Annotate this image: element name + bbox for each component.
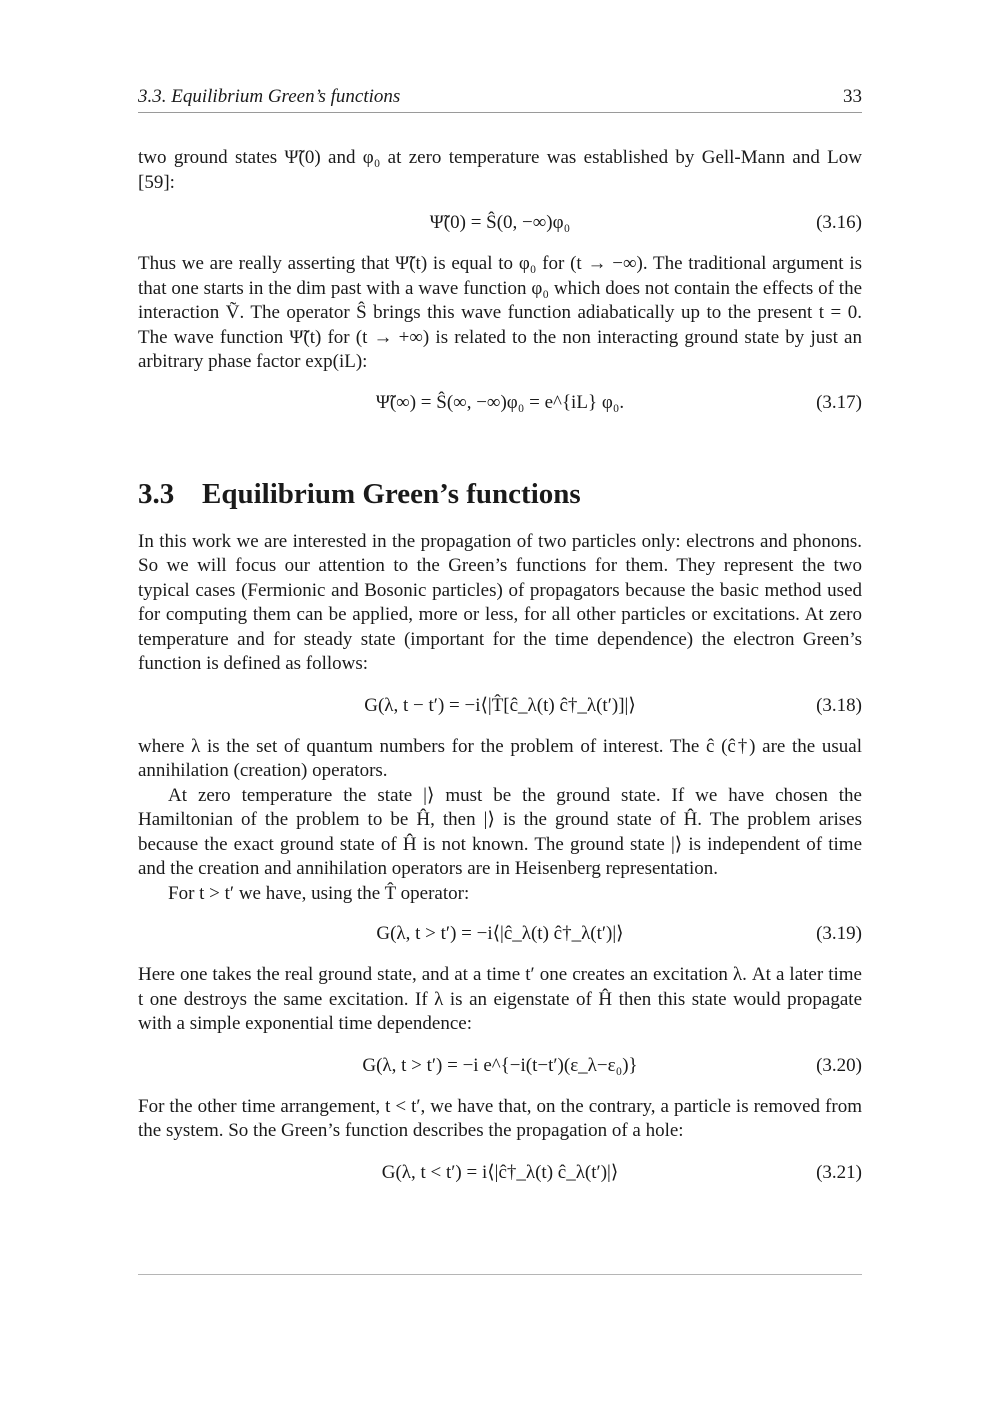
- equation-expression: Ψ̃(∞) = Ŝ(∞, −∞)φ₀ = e^{iL} φ₀.: [375, 391, 625, 413]
- equation-expression: G(λ, t > t′) = −i e^{−i(t−t′)(ε_λ−ε₀)}: [362, 1054, 638, 1076]
- equation-number: (3.21): [816, 1161, 862, 1183]
- equation-expression: G(λ, t < t′) = i⟨|ĉ†_λ(t) ĉ_λ(t′)|⟩: [381, 1161, 619, 1183]
- equation-3-17: [138, 388, 862, 418]
- paragraph-5: At zero temperature the state |⟩ must be the ground state. If we have chosen the Hamiltonian of the problem to be Ĥ, then |⟩ is the ground state of Ĥ. The problem arises because the exact ground state of Ĥ is not known. The ground state |⟩ is independent of time and the creation and annihilation operators are in Heisenberg representation.: [138, 784, 862, 879]
- paragraph-2: Thus we are really asserting that Ψ̃(t) is equal to φ₀ for (t → −∞). The traditional argument is that one starts in the dim past with a wave function φ₀ which does not contain the effects of the interaction Ṽ. The operator Ŝ brings this wave function adiabatically up to the present t = 0. The wave function Ψ̃(t) for (t → +∞) is related to the non interacting ground state by just an arbitrary phase factor exp(iL):: [138, 253, 862, 372]
- equation-3-18: [138, 691, 862, 721]
- section-number: 3.3: [138, 477, 175, 510]
- equation-expression: G(λ, t > t′) = −i⟨|ĉ_λ(t) ĉ†_λ(t′)|⟩: [376, 923, 624, 944]
- equation-number: (3.17): [816, 391, 862, 413]
- running-title: 3.3. Equilibrium Green’s functions: [138, 86, 401, 107]
- section-title: Equilibrium Green’s functions: [202, 477, 581, 510]
- equation-3-16: [138, 208, 862, 238]
- paragraph-4: where λ is the set of quantum numbers for the problem of interest. The ĉ (ĉ†) are the usual annihilation (creation) operators.: [138, 735, 862, 781]
- paragraph-8: For the other time arrangement, t < t′, we have that, on the contrary, a particle is removed from the system. So the Green’s function describes the propagation of a hole:: [138, 1095, 862, 1141]
- equation-number: (3.16): [816, 212, 862, 233]
- equation-3-20: [138, 1051, 862, 1081]
- equation-expression: G(λ, t − t′) = −i⟨|T̂[ĉ_λ(t) ĉ†_λ(t′)]|⟩: [364, 694, 636, 716]
- paragraph-1: two ground states Ψ̃(0) and φ₀ at zero temperature was established by Gell-Mann and Low [59]:: [138, 147, 862, 193]
- equation-3-21: [138, 1158, 862, 1188]
- paragraph-3: In this work we are interested in the propagation of two particles only: electrons and phonons. So we will focus our attention to the Green’s functions for them. They represent the two typical cases (Fermionic and Bosonic particles) of propagators because the basic method used for computing them can be applied, more or less, for all other particles or excitations. At zero temperature and for steady state (important for the time dependence) the electron Green’s function is defined as follows:: [138, 530, 862, 674]
- paragraph-7: Here one takes the real ground state, and at a time t′ one creates an excitation λ. At a later time t one destroys the same excitation. If λ is an eigenstate of Ĥ then this state would propagate with a simple exponential time dependence:: [138, 964, 862, 1034]
- footer-rule: [138, 1274, 862, 1275]
- page-number: 33: [843, 86, 862, 107]
- equation-number: (3.19): [816, 923, 862, 944]
- equation-number: (3.20): [816, 1054, 862, 1076]
- equation-3-19: [138, 919, 862, 949]
- running-header: [138, 84, 862, 113]
- equation-number: (3.18): [816, 694, 862, 716]
- section-heading: [138, 476, 862, 512]
- equation-expression: Ψ̃(0) = Ŝ(0, −∞)φ₀: [429, 212, 571, 233]
- page-body: [138, 146, 862, 1188]
- paragraph-6: For t > t′ we have, using the T̂ operator:: [168, 882, 470, 904]
